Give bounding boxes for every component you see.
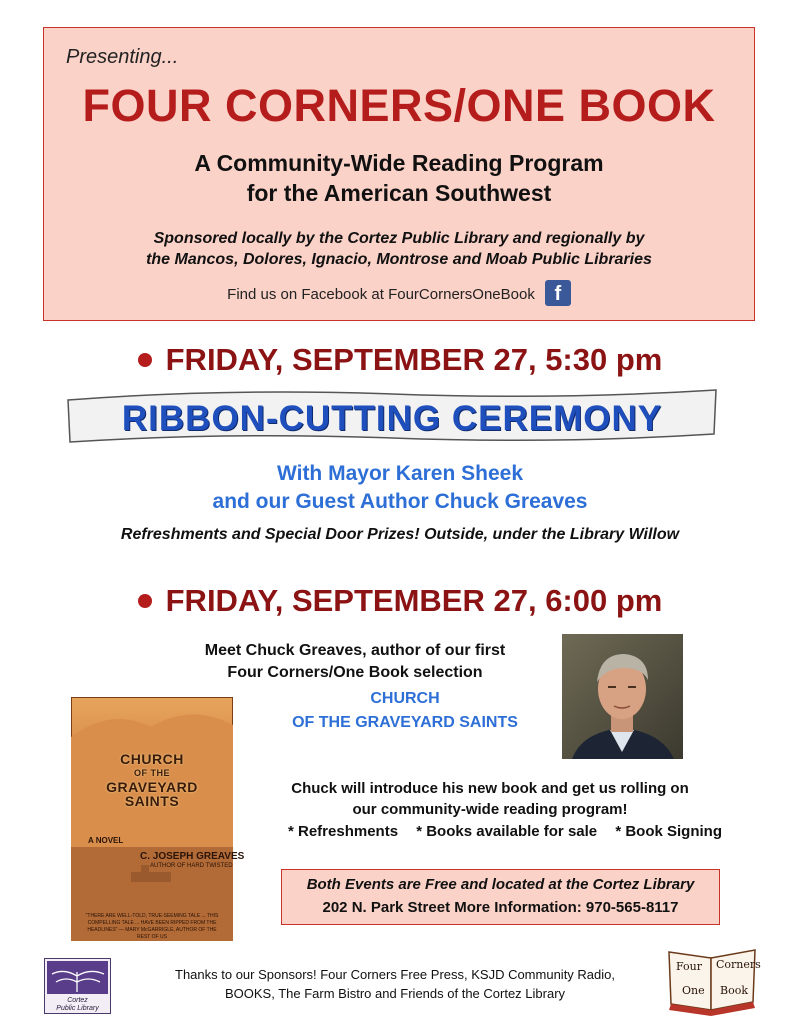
info-line-2: 202 N. Park Street More Information: 970-565-8117 — [322, 899, 679, 916]
info-box — [281, 869, 720, 925]
event1-date — [0, 342, 800, 378]
presenting-label: Presenting... — [66, 46, 179, 68]
book-logo-word-book: Book — [720, 984, 748, 997]
feature-books-sale: * Books available for sale — [416, 823, 598, 840]
sponsors-line-1: Thanks to our Sponsors! Four Corners Free Press, KSJD Community Radio, — [175, 967, 615, 982]
library-logo-text-2: Public Library — [56, 1005, 99, 1012]
ribbon-title: RIBBON-CUTTING CEREMONY — [121, 399, 663, 438]
cover-title — [71, 752, 233, 808]
book-title-line-2: OF THE GRAVEYARD SAINTS — [292, 714, 518, 731]
intro-line-2: our community-wide reading program! — [352, 801, 628, 818]
header-box — [43, 27, 755, 321]
book-logo-word-one: One — [682, 984, 705, 997]
subtitle-line-2: for the American Southwest — [246, 180, 552, 206]
book-logo-word-corners: Corners — [716, 958, 761, 971]
meet-line-2: Four Corners/One Book selection — [227, 664, 483, 681]
cover-title-line-3: GRAVEYARD — [106, 779, 198, 795]
subtitle-line-1: A Community-Wide Reading Program — [194, 150, 604, 176]
cover-blurb: "THERE ARE WELL-TOLD, TRUE-SEEMING TALE ... THIS COMPELLING TALE ... HAVE BEEN RIPPED FROM THE HEADLINES" — MARY McGARRIGLE, AUTHOR OF THE REST OF US — [85, 913, 219, 940]
intro-text — [260, 778, 720, 820]
feature-book-signing: * Book Signing — [615, 823, 722, 840]
cover-novel-label: A NOVEL — [88, 836, 124, 845]
sponsored-line-1: Sponsored locally by the Cortez Public Library and regionally by — [153, 230, 645, 247]
feature-refreshments: * Refreshments — [288, 823, 399, 840]
refreshments-line: Refreshments and Special Door Prizes! Outside, under the Library Willow — [120, 526, 680, 543]
mayor-line: With Mayor Karen Sheek — [276, 462, 524, 485]
library-logo-text-1: Cortez — [67, 997, 88, 1004]
event2-date — [0, 583, 800, 619]
cover-title-line-2: OF THE — [134, 768, 170, 778]
cover-author: C. JOSEPH GREAVES — [140, 851, 245, 862]
sponsors-thanks — [140, 965, 650, 1003]
book-logo-word-four: Four — [676, 960, 702, 973]
cover-title-line-1: CHURCH — [120, 751, 184, 767]
cover-title-line-4: SAINTS — [124, 793, 180, 809]
subtitle — [44, 148, 754, 208]
event1-date-text: FRIDAY, SEPTEMBER 27, 5:30 pm — [165, 342, 663, 377]
meet-line-1: Meet Chuck Greaves, author of our first — [204, 642, 506, 659]
page-title: FOUR CORNERS/ONE BOOK — [82, 80, 716, 131]
features-row — [270, 823, 740, 840]
event2-date-text: FRIDAY, SEPTEMBER 27, 6:00 pm — [165, 583, 663, 618]
cover-author-sub: AUTHOR OF HARD TWISTED — [150, 863, 233, 869]
info-line-1: Both Events are Free and located at the Cortez Library — [306, 876, 695, 893]
facebook-icon[interactable]: f — [545, 280, 571, 306]
bullet-icon — [138, 594, 152, 608]
sponsored-text — [44, 228, 754, 270]
bullet-icon — [138, 353, 152, 367]
book-cover — [71, 697, 233, 941]
facebook-text[interactable]: Find us on Facebook at FourCornersOneBook — [227, 285, 535, 303]
four-corners-book-logo — [665, 944, 760, 1016]
intro-line-1: Chuck will introduce his new book and get us rolling on — [291, 780, 689, 797]
library-logo-text — [44, 997, 111, 1013]
sponsors-line-2: BOOKS, The Farm Bistro and Friends of the Cortez Library — [224, 986, 566, 1001]
facebook-line — [44, 284, 754, 306]
sponsored-line-2: the Mancos, Dolores, Ignacio, Montrose and Moab Public Libraries — [146, 251, 652, 268]
author-photo — [562, 634, 683, 759]
book-title-line-1: CHURCH — [370, 690, 440, 707]
guest-author-line: and our Guest Author Chuck Greaves — [212, 490, 588, 513]
